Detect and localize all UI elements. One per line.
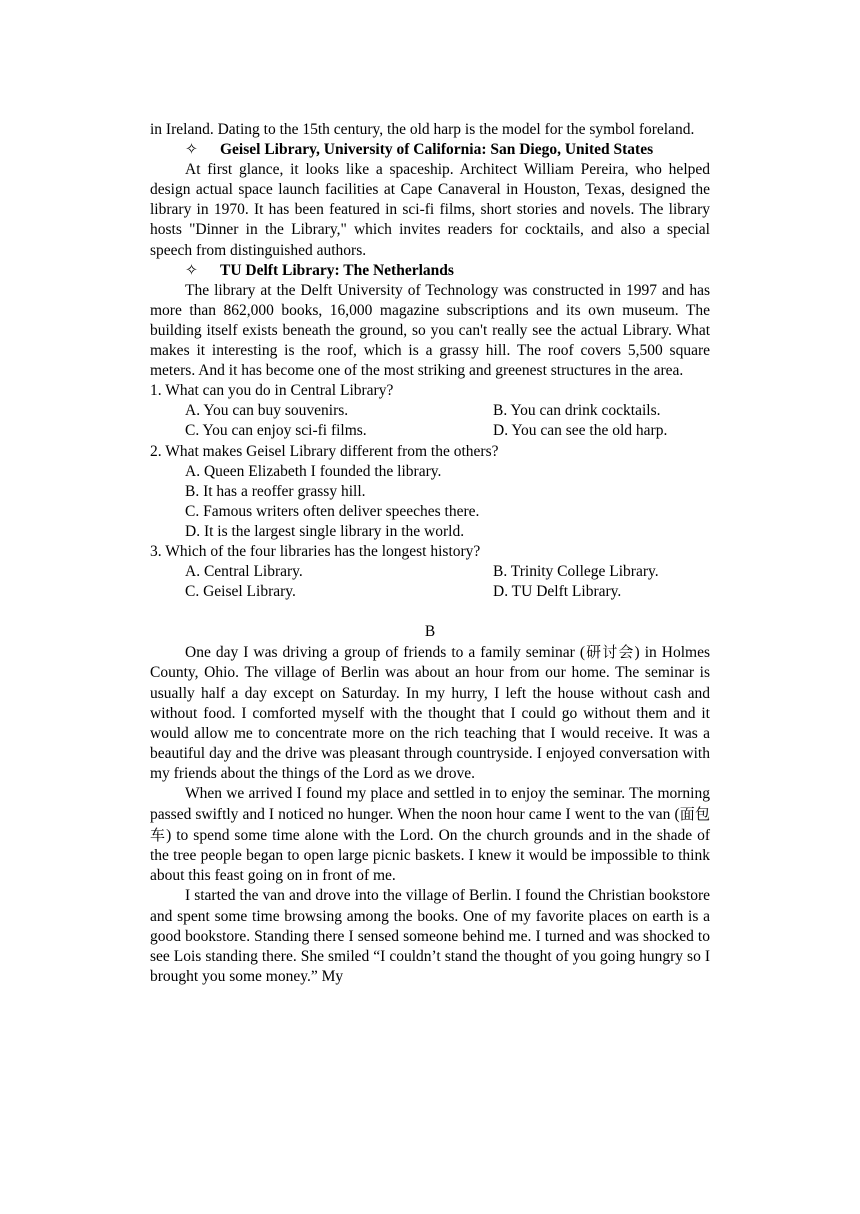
passage-a-intro-continued: in Ireland. Dating to the 15th century, the old harp is the model for the symbol foreland. [150,121,695,138]
passage-b-p2-part-2: ) to spend some time alone with the Lord. On the church grounds and in the shade of the tree people began to open large picnic baskets. I knew it would be impossible to think about this feast going on in front of me. [150,827,710,885]
delft-library-heading [150,261,710,281]
question-3-stem: 3. Which of the four libraries has the longest history? [150,542,481,560]
passage-b-p1-part-1: One day I was driving a group of friends to a family seminar ( [185,644,585,662]
question-1-stem: 1. What can you do in Central Library? [150,382,394,400]
passage-b-p1-cjk-gloss: 研讨会 [584,643,635,662]
question-2-option-b: B. It has a reoffer grassy hill. [185,482,366,500]
question-2-option-a: A. Queen Elizabeth I founded the library. [185,462,442,480]
section-b-heading: B [424,623,436,641]
question-2-option-d: D. It is the largest single library in the world. [185,522,465,540]
question-1-option-c: C. You can enjoy sci-fi films. [185,422,367,440]
question-2-stem: 2. What makes Geisel Library different from the others? [150,442,499,460]
geisel-library-body: At first glance, it looks like a spaceship. Architect William Pereira, who helped design actual space launch facilities at Cape Canaveral in Houston, Texas, designed the library in 1970. It has been featured in sci-fi films, short stories and novels. The library hosts "Dinner in the Library," which invites readers for cocktails, and also a special speech from distinguished authors. [150,161,710,259]
document-page [150,120,710,987]
delft-library-heading-text: TU Delft Library: The Netherlands [220,261,454,279]
question-1-options [150,401,710,441]
passage-b-p1-part-2: ) in Holmes County, Ohio. The village of Berlin was about an hour from our home. The seminar is usually half a day except on Saturday. In my hurry, I left the house without cash and without food. I comforted myself with the thought that I could go without them and it would allow me to concentrate more on the rich teaching that I would receive. It was a beautiful day and the drive was pleasant through countryside. I enjoyed conversation with my friends about the things of the Lord as we drove. [150,644,710,782]
geisel-library-heading [150,140,710,160]
question-3-option-b: B. Trinity College Library. [493,563,659,581]
passage-b-paragraph-1 [150,642,710,784]
passage-b-paragraph-3: I started the van and drove into the village of Berlin. I found the Christian bookstore and spent some time browsing among the books. One of my favorite places on earth is a good bookstore. Standing there I sensed someone behind me. I turned and was shocked to see Lois standing there. She smiled “I couldn’t stand the thought of you going hungry so I brought you some money.” My [150,887,710,985]
passage-b-paragraph-2 [150,784,710,886]
passage-b-p2-cjk-gloss: 面包车 [150,805,710,845]
question-2-options [150,462,710,542]
passage-b-p2-part-1: When we arrived I found my place and settled in to enjoy the seminar. The morning passed swiftly and I noticed no hunger. When the noon hour came I went to the van ( [150,785,710,824]
question-1-option-a: A. You can buy souvenirs. [185,402,349,420]
question-3-option-c: C. Geisel Library. [185,583,296,601]
question-1-option-d: D. You can see the old harp. [493,422,668,440]
question-3-option-d: D. TU Delft Library. [493,583,622,601]
diamond-bullet-icon: ✧ [185,261,198,279]
geisel-library-heading-text: Geisel Library, University of California: San Diego, United States [220,141,654,159]
question-1-option-b: B. You can drink cocktails. [493,402,661,420]
diamond-bullet-icon: ✧ [185,141,198,159]
question-3-option-a: A. Central Library. [185,563,303,581]
question-2-option-c: C. Famous writers often deliver speeches there. [185,502,480,520]
question-3-options [150,562,710,602]
delft-library-body: The library at the Delft University of Technology was constructed in 1997 and has more than 862,000 books, 16,000 magazine subscriptions and its own museum. The building itself exists beneath the ground, so you can't really see the actual Library. What makes it interesting is the roof, which is a grassy hill. The roof covers 5,500 square meters. And it has become one of the most striking and greenest structures in the area. [150,281,710,380]
